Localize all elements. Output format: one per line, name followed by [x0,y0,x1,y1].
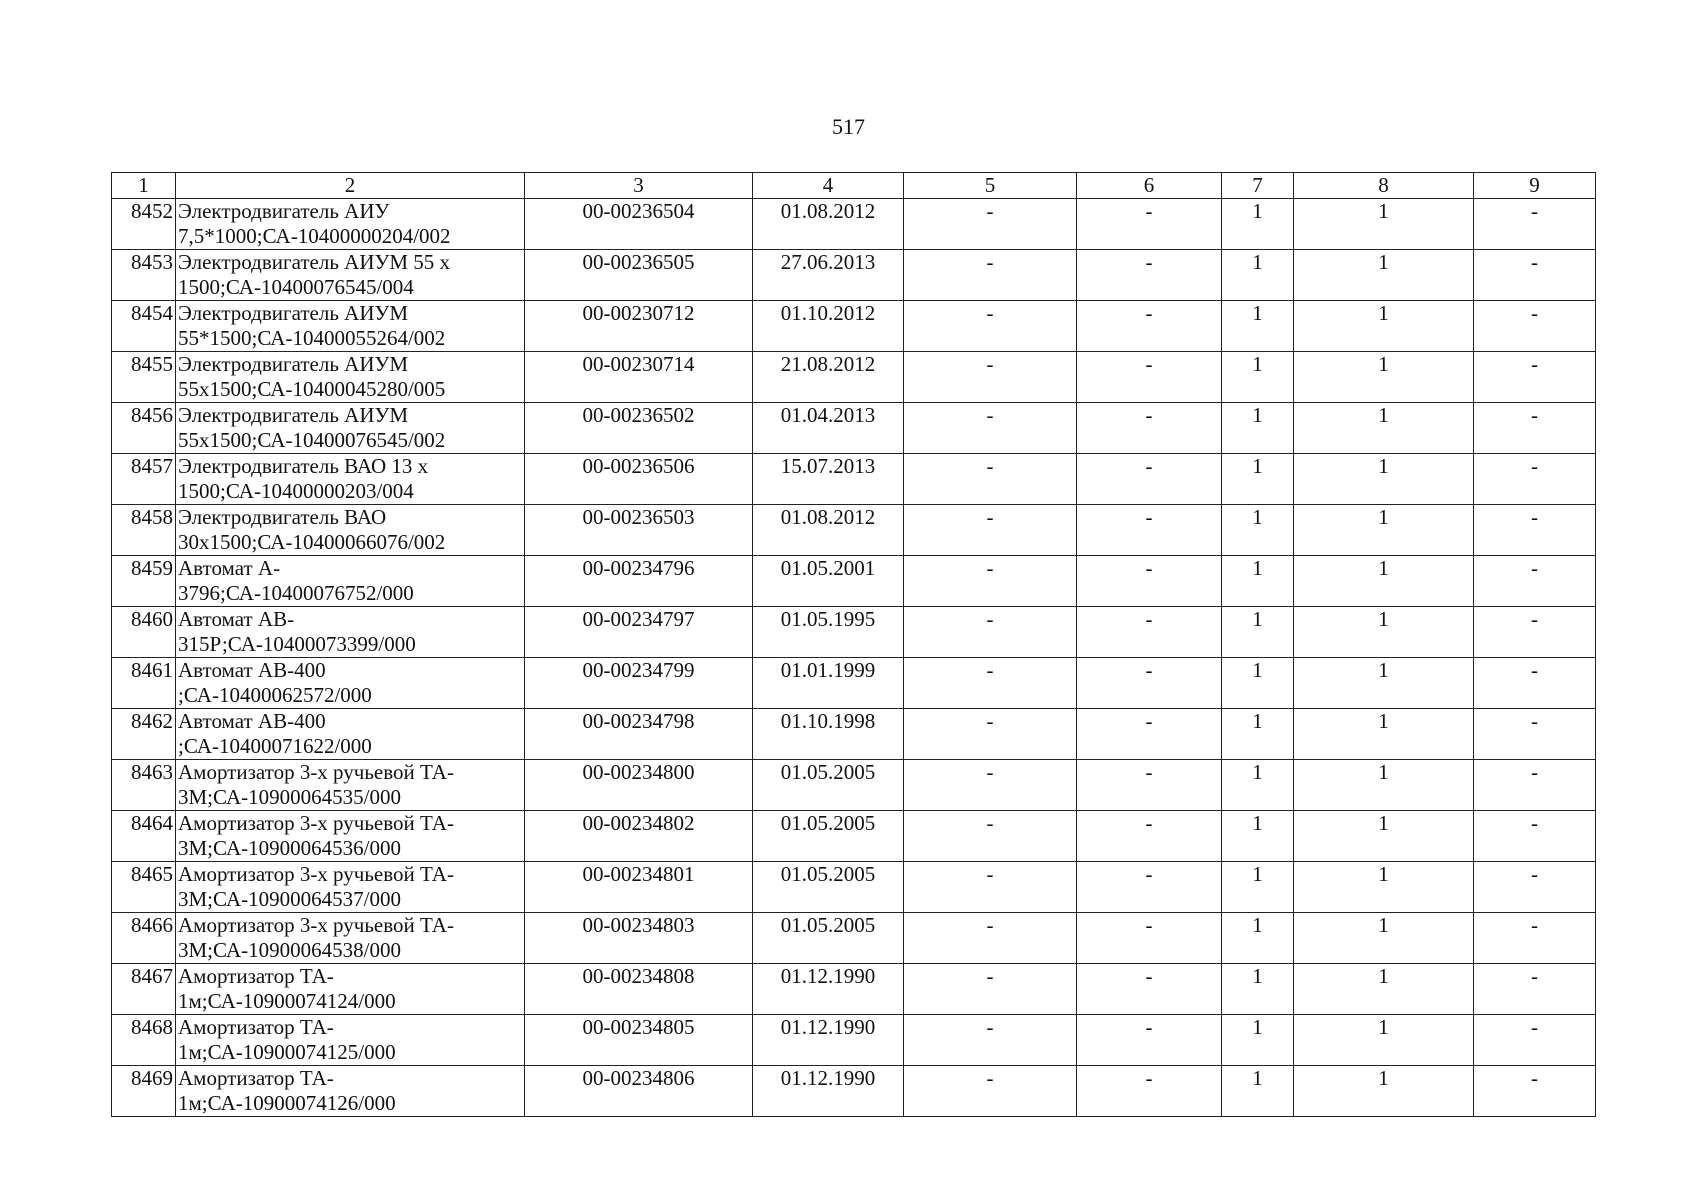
inventory-code-cell: 00-00234802 [525,811,753,862]
column-7-cell: 1 [1222,1066,1294,1117]
column-7-cell: 1 [1222,964,1294,1015]
column-7-cell: 1 [1222,913,1294,964]
item-name-line: Амортизатор 3-х ручьевой ТА- [178,862,454,886]
column-5-cell: - [904,505,1077,556]
column-6-cell: - [1077,913,1222,964]
item-name-cell [176,556,525,607]
date-cell: 01.05.1995 [753,607,904,658]
column-8-cell: 1 [1294,199,1474,250]
column-7-cell: 1 [1222,607,1294,658]
column-5-cell: - [904,964,1077,1015]
inventory-code-cell: 00-00234799 [525,658,753,709]
column-5-cell: - [904,658,1077,709]
column-5-cell: - [904,301,1077,352]
column-6-cell: - [1077,658,1222,709]
column-header-5: 5 [904,173,1077,199]
column-8-cell: 1 [1294,964,1474,1015]
date-cell: 01.05.2001 [753,556,904,607]
table-row [112,862,1596,913]
item-name-cell [176,403,525,454]
column-6-cell: - [1077,250,1222,301]
table-row [112,913,1596,964]
table-row [112,556,1596,607]
inventory-code-cell: 00-00234805 [525,1015,753,1066]
column-6-cell: - [1077,505,1222,556]
row-number-cell: 8453 [112,250,176,301]
row-number-cell: 8469 [112,1066,176,1117]
column-7-cell: 1 [1222,454,1294,505]
item-name-line: Электродвигатель АИУ [178,199,390,223]
date-cell: 01.08.2012 [753,199,904,250]
column-8-cell: 1 [1294,811,1474,862]
column-9-cell: - [1474,607,1596,658]
column-6-cell: - [1077,811,1222,862]
column-5-cell: - [904,454,1077,505]
row-number-cell: 8456 [112,403,176,454]
column-9-cell: - [1474,658,1596,709]
column-9-cell: - [1474,913,1596,964]
item-name-line: Электродвигатель ВАО 13 х [178,454,429,478]
item-name-line: Амортизатор ТА- [178,1066,334,1090]
column-5-cell: - [904,1066,1077,1117]
item-name-cell [176,913,525,964]
column-9-cell: - [1474,556,1596,607]
table-row [112,352,1596,403]
inventory-code-cell: 00-00234801 [525,862,753,913]
column-8-cell: 1 [1294,454,1474,505]
date-cell: 01.10.1998 [753,709,904,760]
row-number-cell: 8460 [112,607,176,658]
column-9-cell: - [1474,454,1596,505]
row-number-cell: 8465 [112,862,176,913]
column-8-cell: 1 [1294,658,1474,709]
column-9-cell: - [1474,811,1596,862]
item-name-line: Электродвигатель АИУМ [178,352,409,376]
table-row [112,454,1596,505]
date-cell: 01.05.2005 [753,760,904,811]
item-name-cell [176,454,525,505]
column-6-cell: - [1077,607,1222,658]
column-6-cell: - [1077,1015,1222,1066]
inventory-code-cell: 00-00230714 [525,352,753,403]
column-8-cell: 1 [1294,505,1474,556]
table-row [112,301,1596,352]
column-7-cell: 1 [1222,250,1294,301]
date-cell: 01.12.1990 [753,1066,904,1117]
column-6-cell: - [1077,760,1222,811]
table-row [112,199,1596,250]
item-name-line: ;СА-10400071622/000 [178,734,372,758]
column-header-7: 7 [1222,173,1294,199]
row-number-cell: 8467 [112,964,176,1015]
row-number-cell: 8455 [112,352,176,403]
item-name-cell [176,199,525,250]
date-cell: 01.12.1990 [753,1015,904,1066]
column-8-cell: 1 [1294,301,1474,352]
inventory-code-cell: 00-00234808 [525,964,753,1015]
item-name-line: 7,5*1000;СА-10400000204/002 [178,224,451,248]
row-number-cell: 8463 [112,760,176,811]
item-name-cell [176,352,525,403]
date-cell: 01.08.2012 [753,505,904,556]
column-8-cell: 1 [1294,250,1474,301]
table-row [112,709,1596,760]
item-name-line: Амортизатор 3-х ручьевой ТА- [178,811,454,835]
column-9-cell: - [1474,1066,1596,1117]
column-5-cell: - [904,556,1077,607]
column-5-cell: - [904,403,1077,454]
inventory-code-cell: 00-00234798 [525,709,753,760]
column-5-cell: - [904,862,1077,913]
column-7-cell: 1 [1222,199,1294,250]
column-7-cell: 1 [1222,658,1294,709]
inventory-code-cell: 00-00236504 [525,199,753,250]
column-5-cell: - [904,352,1077,403]
item-name-line: 3М;СА-10900064535/000 [178,785,401,809]
item-name-line: Автомат АВ-400 [178,709,326,733]
column-header-4: 4 [753,173,904,199]
column-9-cell: - [1474,709,1596,760]
table-row [112,658,1596,709]
inventory-code-cell: 00-00234803 [525,913,753,964]
table-row [112,607,1596,658]
item-name-line: Амортизатор ТА- [178,964,334,988]
column-8-cell: 1 [1294,556,1474,607]
column-5-cell: - [904,1015,1077,1066]
column-7-cell: 1 [1222,556,1294,607]
row-number-cell: 8468 [112,1015,176,1066]
item-name-line: 1500;СА-10400076545/004 [178,275,414,299]
table-row [112,811,1596,862]
item-name-line: ;СА-10400062572/000 [178,683,372,707]
table-row [112,403,1596,454]
item-name-cell [176,811,525,862]
item-name-line: 3М;СА-10900064538/000 [178,938,401,962]
header-row [112,173,1596,199]
column-8-cell: 1 [1294,709,1474,760]
column-8-cell: 1 [1294,913,1474,964]
item-name-line: 1м;СА-10900074126/000 [178,1091,396,1115]
date-cell: 01.04.2013 [753,403,904,454]
column-5-cell: - [904,199,1077,250]
table-row [112,1066,1596,1117]
date-cell: 01.01.1999 [753,658,904,709]
column-6-cell: - [1077,964,1222,1015]
row-number-cell: 8464 [112,811,176,862]
column-7-cell: 1 [1222,1015,1294,1066]
column-5-cell: - [904,913,1077,964]
item-name-line: Электродвигатель АИУМ [178,301,409,325]
column-5-cell: - [904,760,1077,811]
date-cell: 27.06.2013 [753,250,904,301]
item-name-line: Автомат АВ-400 [178,658,326,682]
item-name-cell [176,607,525,658]
inventory-code-cell: 00-00236503 [525,505,753,556]
table-row [112,505,1596,556]
item-name-line: 3796;СА-10400076752/000 [178,581,414,605]
inventory-code-cell: 00-00230712 [525,301,753,352]
table-row [112,760,1596,811]
column-7-cell: 1 [1222,760,1294,811]
page-number: 517 [832,114,865,139]
item-name-line: 55*1500;СА-10400055264/002 [178,326,446,350]
registry-table [111,172,1596,1117]
column-9-cell: - [1474,1015,1596,1066]
column-header-6: 6 [1077,173,1222,199]
column-5-cell: - [904,811,1077,862]
item-name-cell [176,1066,525,1117]
table-body [112,199,1596,1117]
column-9-cell: - [1474,505,1596,556]
row-number-cell: 8461 [112,658,176,709]
inventory-code-cell: 00-00236502 [525,403,753,454]
column-8-cell: 1 [1294,403,1474,454]
column-header-1: 1 [112,173,176,199]
column-7-cell: 1 [1222,403,1294,454]
inventory-code-cell: 00-00234800 [525,760,753,811]
date-cell: 01.05.2005 [753,862,904,913]
item-name-cell [176,1015,525,1066]
column-6-cell: - [1077,556,1222,607]
inventory-code-cell: 00-00236505 [525,250,753,301]
item-name-cell [176,301,525,352]
item-name-line: 1м;СА-10900074124/000 [178,989,396,1013]
item-name-line: 1м;СА-10900074125/000 [178,1040,396,1064]
column-8-cell: 1 [1294,607,1474,658]
item-name-cell [176,658,525,709]
item-name-cell [176,250,525,301]
column-6-cell: - [1077,301,1222,352]
row-number-cell: 8459 [112,556,176,607]
column-7-cell: 1 [1222,352,1294,403]
item-name-line: 3М;СА-10900064537/000 [178,887,401,911]
column-7-cell: 1 [1222,862,1294,913]
item-name-line: Электродвигатель АИУМ 55 х [178,250,451,274]
item-name-cell [176,505,525,556]
date-cell: 15.07.2013 [753,454,904,505]
column-6-cell: - [1077,199,1222,250]
date-cell: 01.12.1990 [753,964,904,1015]
column-8-cell: 1 [1294,1066,1474,1117]
item-name-line: Амортизатор ТА- [178,1015,334,1039]
item-name-line: 1500;СА-10400000203/004 [178,479,414,503]
column-header-8: 8 [1294,173,1474,199]
item-name-line: 55х1500;СА-10400076545/002 [178,428,446,452]
column-6-cell: - [1077,352,1222,403]
column-9-cell: - [1474,250,1596,301]
date-cell: 01.05.2005 [753,913,904,964]
item-name-line: Амортизатор 3-х ручьевой ТА- [178,913,454,937]
inventory-code-cell: 00-00236506 [525,454,753,505]
item-name-line: 55х1500;СА-10400045280/005 [178,377,446,401]
column-9-cell: - [1474,403,1596,454]
item-name-line: Электродвигатель ВАО [178,505,387,529]
item-name-line: Электродвигатель АИУМ [178,403,409,427]
column-6-cell: - [1077,862,1222,913]
column-8-cell: 1 [1294,862,1474,913]
row-number-cell: 8454 [112,301,176,352]
item-name-cell [176,709,525,760]
column-6-cell: - [1077,709,1222,760]
column-5-cell: - [904,250,1077,301]
table-row [112,250,1596,301]
date-cell: 21.08.2012 [753,352,904,403]
row-number-cell: 8457 [112,454,176,505]
column-header-3: 3 [525,173,753,199]
item-name-line: Автомат А- [178,556,281,580]
column-5-cell: - [904,607,1077,658]
column-8-cell: 1 [1294,352,1474,403]
column-9-cell: - [1474,352,1596,403]
item-name-cell [176,862,525,913]
column-8-cell: 1 [1294,760,1474,811]
column-9-cell: - [1474,301,1596,352]
table-row [112,964,1596,1015]
date-cell: 01.10.2012 [753,301,904,352]
column-5-cell: - [904,709,1077,760]
row-number-cell: 8466 [112,913,176,964]
column-9-cell: - [1474,964,1596,1015]
column-7-cell: 1 [1222,709,1294,760]
column-9-cell: - [1474,199,1596,250]
inventory-code-cell: 00-00234797 [525,607,753,658]
item-name-line: 315Р;СА-10400073399/000 [178,632,416,656]
column-6-cell: - [1077,403,1222,454]
column-9-cell: - [1474,862,1596,913]
item-name-cell [176,964,525,1015]
item-name-line: 3М;СА-10900064536/000 [178,836,401,860]
column-7-cell: 1 [1222,301,1294,352]
column-6-cell: - [1077,454,1222,505]
inventory-code-cell: 00-00234806 [525,1066,753,1117]
row-number-cell: 8458 [112,505,176,556]
item-name-cell [176,760,525,811]
date-cell: 01.05.2005 [753,811,904,862]
column-9-cell: - [1474,760,1596,811]
column-header-9: 9 [1474,173,1596,199]
column-6-cell: - [1077,1066,1222,1117]
item-name-line: Автомат АВ- [178,607,295,631]
column-8-cell: 1 [1294,1015,1474,1066]
column-7-cell: 1 [1222,811,1294,862]
column-7-cell: 1 [1222,505,1294,556]
item-name-line: 30х1500;СА-10400066076/002 [178,530,446,554]
column-header-2: 2 [176,173,525,199]
item-name-line: Амортизатор 3-х ручьевой ТА- [178,760,454,784]
row-number-cell: 8452 [112,199,176,250]
inventory-code-cell: 00-00234796 [525,556,753,607]
row-number-cell: 8462 [112,709,176,760]
table-row [112,1015,1596,1066]
